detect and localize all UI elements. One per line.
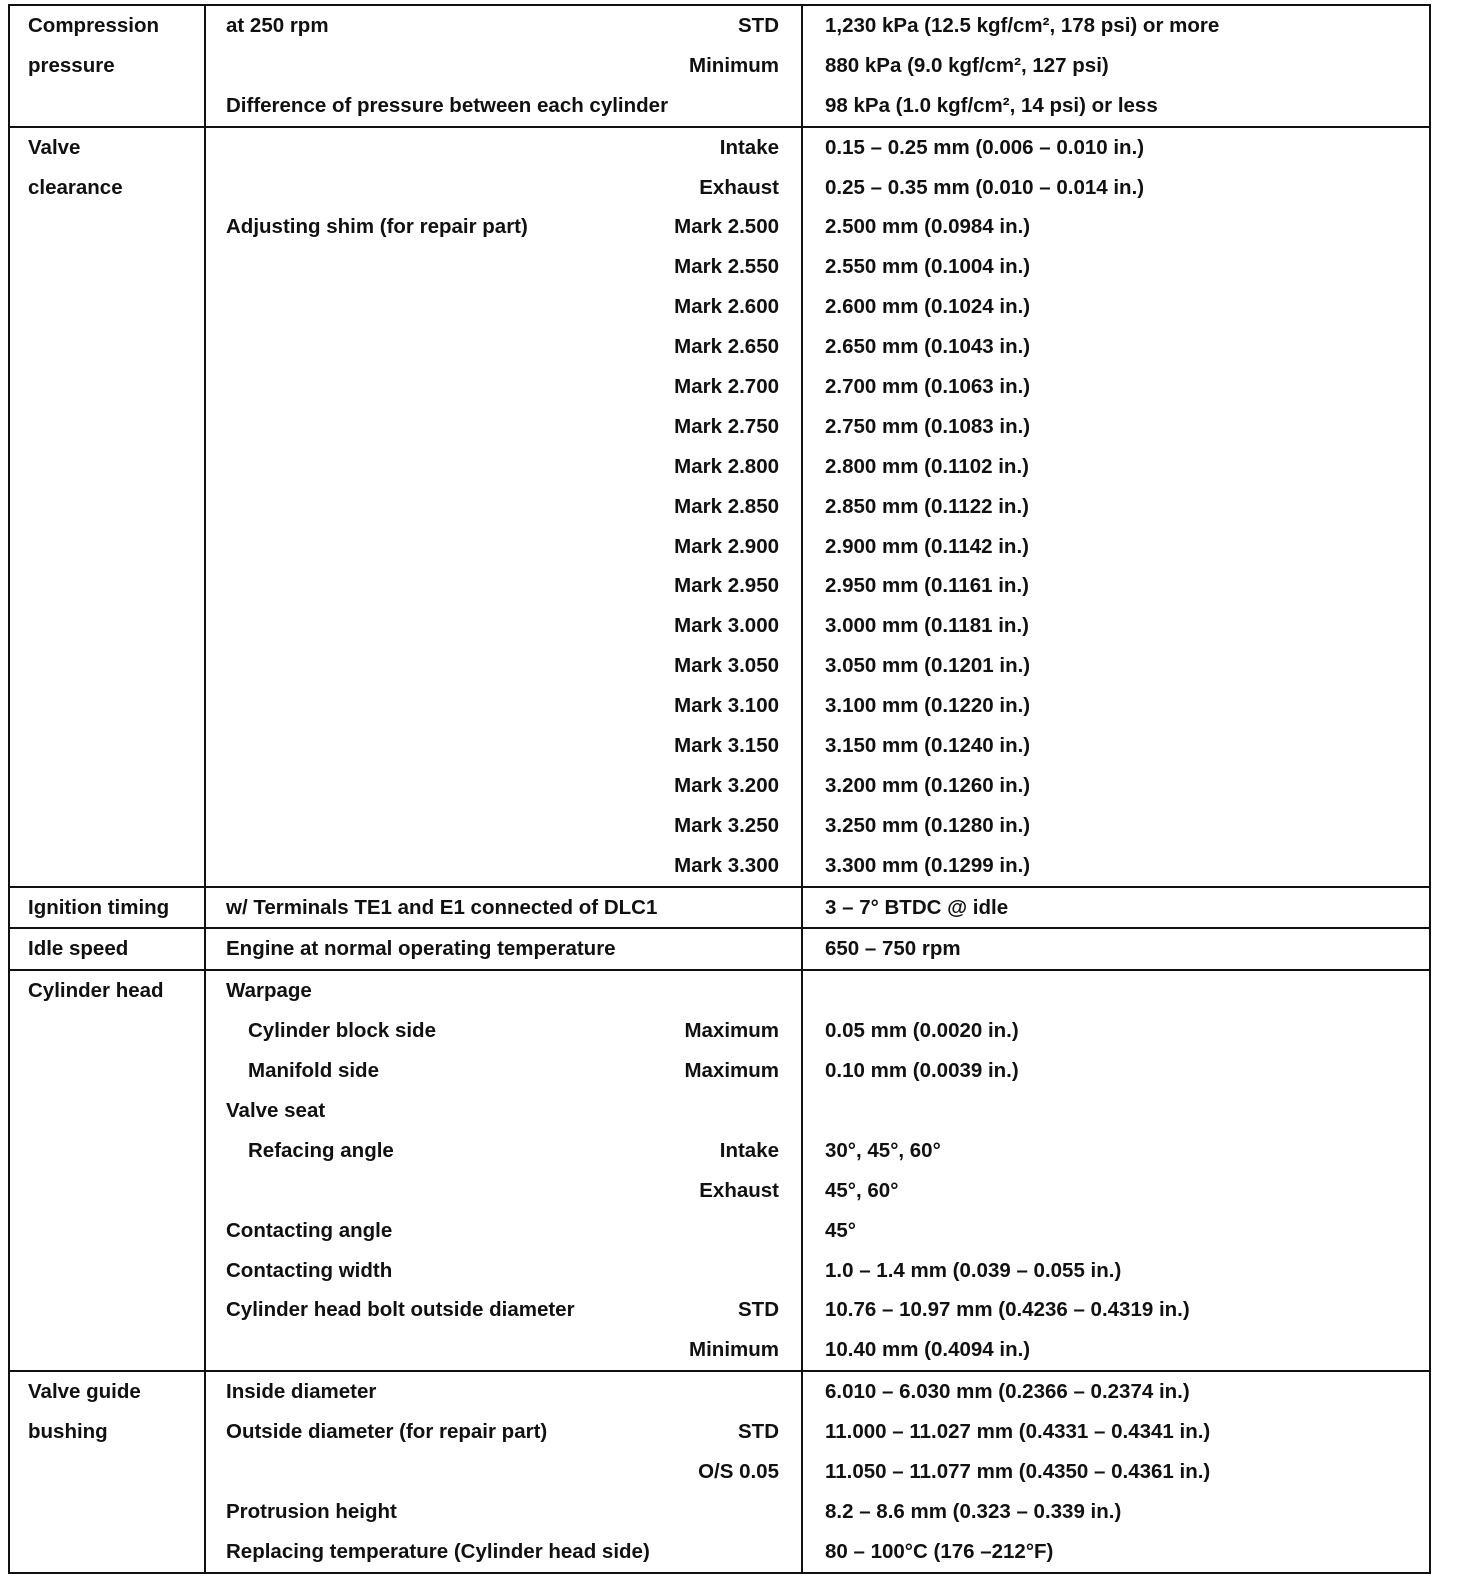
condition-row xyxy=(206,1330,801,1370)
condition-row xyxy=(206,1011,801,1051)
condition-label: w/ Terminals TE1 and E1 connected of DLC1 xyxy=(226,895,658,919)
qualifier-label: STD xyxy=(738,1298,779,1322)
value-cell xyxy=(803,929,1429,969)
spec-value: 880 kPa (9.0 kgf/cm², 127 psi) xyxy=(825,53,1109,77)
spec-value: 650 – 750 rpm xyxy=(825,937,961,961)
condition-label: Adjusting shim (for repair part) xyxy=(226,215,528,239)
category-label: Valve guide xyxy=(28,1380,141,1404)
condition-row xyxy=(206,1532,801,1572)
spec-value xyxy=(803,971,1429,1011)
spec-value: 11.050 – 11.077 mm (0.4350 – 0.4361 in.) xyxy=(825,1460,1211,1483)
spec-section xyxy=(10,6,1429,128)
qualifier-label: Mark 2.950 xyxy=(674,574,779,598)
qualifier-label: STD xyxy=(738,1420,779,1444)
spec-section xyxy=(10,128,1429,888)
condition-row xyxy=(206,1452,801,1492)
spec-value: 0.10 mm (0.0039 in.) xyxy=(825,1059,1019,1083)
spec-value: 0.05 mm (0.0020 in.) xyxy=(825,1019,1019,1043)
condition-cell xyxy=(206,1372,803,1571)
value-cell xyxy=(803,6,1429,126)
condition-row xyxy=(206,207,801,247)
spec-value: 10.76 – 10.97 mm (0.4236 – 0.4319 in.) xyxy=(825,1298,1190,1322)
value-cell xyxy=(803,888,1429,928)
qualifier-label: Mark 3.250 xyxy=(674,813,779,837)
condition-row xyxy=(206,168,801,208)
spec-value: 3.100 mm (0.1220 in.) xyxy=(825,694,1031,718)
condition-label: Contacting width xyxy=(226,1258,393,1282)
qualifier-label: Mark 3.050 xyxy=(674,654,779,678)
spec-value xyxy=(803,1091,1429,1131)
spec-section xyxy=(10,1372,1429,1571)
qualifier-label: Mark 2.750 xyxy=(674,414,779,438)
spec-value: 2.950 mm (0.1161 in.) xyxy=(825,574,1029,598)
value-cell xyxy=(803,128,1429,886)
condition-label: Protrusion height xyxy=(226,1499,397,1523)
spec-value: 6.010 – 6.030 mm (0.2366 – 0.2374 in.) xyxy=(825,1380,1190,1404)
category-cell xyxy=(10,929,206,969)
condition-label: Valve seat xyxy=(226,1098,326,1122)
condition-row xyxy=(206,407,801,447)
qualifier-label: Mark 3.300 xyxy=(674,853,779,877)
condition-row xyxy=(206,327,801,367)
qualifier-label: O/S 0.05 xyxy=(698,1460,779,1483)
condition-cell xyxy=(206,971,803,1370)
qualifier-label: Mark 2.800 xyxy=(674,454,779,478)
spec-value: 0.15 – 0.25 mm (0.006 – 0.010 in.) xyxy=(825,135,1145,159)
condition-label: Difference of pressure between each cylinder xyxy=(226,93,669,117)
qualifier-label: Mark 3.150 xyxy=(674,733,779,757)
condition-row xyxy=(206,86,801,126)
qualifier-label: Intake xyxy=(719,135,779,159)
qualifier-label: Mark 2.700 xyxy=(674,374,779,398)
value-cell xyxy=(803,971,1429,1370)
condition-cell xyxy=(206,128,803,886)
category-cell xyxy=(10,888,206,928)
spec-value: 3 – 7° BTDC @ idle xyxy=(825,895,1009,919)
condition-row xyxy=(206,1372,801,1412)
condition-row xyxy=(206,128,801,168)
condition-label: Warpage xyxy=(226,979,312,1003)
spec-value: 2.800 mm (0.1102 in.) xyxy=(825,454,1029,478)
category-label: clearance xyxy=(28,175,123,199)
qualifier-label: Mark 2.900 xyxy=(674,534,779,558)
category-cell xyxy=(10,1372,206,1571)
qualifier-label: Mark 3.100 xyxy=(674,694,779,718)
condition-row xyxy=(206,686,801,726)
qualifier-label: Maximum xyxy=(684,1019,779,1043)
spec-section xyxy=(10,888,1429,930)
condition-row xyxy=(206,367,801,407)
qualifier-label: Mark 2.650 xyxy=(674,335,779,359)
category-cell xyxy=(10,971,206,1370)
qualifier-label: Mark 2.500 xyxy=(674,215,779,239)
category-label: Cylinder head xyxy=(28,979,164,1003)
condition-row xyxy=(206,888,801,928)
spec-value: 3.150 mm (0.1240 in.) xyxy=(825,733,1031,757)
condition-row xyxy=(206,1131,801,1171)
qualifier-label: Mark 2.600 xyxy=(674,295,779,319)
spec-value: 30°, 45°, 60° xyxy=(825,1138,941,1162)
qualifier-label: Exhaust xyxy=(699,1178,779,1202)
qualifier-label: Mark 3.200 xyxy=(674,773,779,797)
spec-value: 2.850 mm (0.1122 in.) xyxy=(825,494,1029,518)
value-cell xyxy=(803,1372,1429,1571)
spec-value: 2.550 mm (0.1004 in.) xyxy=(825,255,1031,279)
spec-value: 1.0 – 1.4 mm (0.039 – 0.055 in.) xyxy=(825,1258,1122,1282)
condition-row xyxy=(206,566,801,606)
condition-row xyxy=(206,1291,801,1331)
condition-cell xyxy=(206,6,803,126)
category-label: Ignition timing xyxy=(28,895,170,919)
spec-value: 98 kPa (1.0 kgf/cm², 14 psi) or less xyxy=(825,93,1158,117)
spec-value: 3.250 mm (0.1280 in.) xyxy=(825,813,1031,837)
spec-value: 11.000 – 11.027 mm (0.4331 – 0.4341 in.) xyxy=(825,1420,1211,1444)
spec-value: 2.600 mm (0.1024 in.) xyxy=(825,295,1031,319)
condition-label: Cylinder block side xyxy=(248,1019,436,1043)
spec-value: 3.050 mm (0.1201 in.) xyxy=(825,654,1031,678)
spec-value: 3.300 mm (0.1299 in.) xyxy=(825,853,1031,877)
qualifier-label: Minimum xyxy=(689,1338,779,1362)
condition-row xyxy=(206,1211,801,1251)
category-label: pressure xyxy=(28,53,115,77)
condition-label: Cylinder head bolt outside diameter xyxy=(226,1298,575,1322)
spec-value: 10.40 mm (0.4094 in.) xyxy=(825,1338,1031,1362)
spec-value: 2.700 mm (0.1063 in.) xyxy=(825,374,1031,398)
condition-cell xyxy=(206,888,803,928)
category-label: Idle speed xyxy=(28,937,129,961)
condition-row xyxy=(206,1171,801,1211)
spec-section xyxy=(10,971,1429,1372)
condition-row xyxy=(206,1492,801,1532)
spec-value: 3.200 mm (0.1260 in.) xyxy=(825,773,1031,797)
spec-value: 2.750 mm (0.1083 in.) xyxy=(825,414,1031,438)
condition-row xyxy=(206,287,801,327)
condition-row xyxy=(206,1251,801,1291)
spec-section xyxy=(10,929,1429,971)
condition-row xyxy=(206,806,801,846)
category-label: Compression xyxy=(28,13,159,37)
qualifier-label: Minimum xyxy=(689,53,779,77)
condition-row xyxy=(206,766,801,806)
qualifier-label: Mark 2.850 xyxy=(674,494,779,518)
category-label: Valve xyxy=(28,135,81,159)
condition-label: at 250 rpm xyxy=(226,13,329,37)
condition-row xyxy=(206,487,801,527)
spec-value: 80 – 100°C (176 –212°F) xyxy=(825,1539,1054,1563)
qualifier-label: Mark 2.550 xyxy=(674,255,779,279)
spec-table xyxy=(8,4,1431,1574)
spec-value: 0.25 – 0.35 mm (0.010 – 0.014 in.) xyxy=(825,175,1145,199)
condition-label: Engine at normal operating temperature xyxy=(226,937,616,961)
condition-label: Refacing angle xyxy=(248,1138,394,1162)
spec-value: 2.500 mm (0.0984 in.) xyxy=(825,215,1031,239)
spec-value: 3.000 mm (0.1181 in.) xyxy=(825,614,1029,638)
condition-label: Manifold side xyxy=(248,1059,379,1083)
condition-label: Outside diameter (for repair part) xyxy=(226,1420,548,1444)
condition-row xyxy=(206,46,801,86)
condition-label: Inside diameter xyxy=(226,1380,377,1404)
qualifier-label: Exhaust xyxy=(699,175,779,199)
condition-row xyxy=(206,1412,801,1452)
condition-row xyxy=(206,846,801,886)
condition-label: Replacing temperature (Cylinder head side) xyxy=(226,1539,650,1563)
condition-row xyxy=(206,1051,801,1091)
category-label: bushing xyxy=(28,1420,108,1444)
spec-value: 45°, 60° xyxy=(825,1178,899,1202)
qualifier-label: Intake xyxy=(719,1138,779,1162)
condition-row xyxy=(206,726,801,766)
condition-row xyxy=(206,247,801,287)
condition-row xyxy=(206,646,801,686)
qualifier-label: Mark 3.000 xyxy=(674,614,779,638)
spec-value: 2.650 mm (0.1043 in.) xyxy=(825,335,1031,359)
condition-row xyxy=(206,447,801,487)
spec-value: 8.2 – 8.6 mm (0.323 – 0.339 in.) xyxy=(825,1499,1122,1523)
condition-row xyxy=(206,971,801,1011)
spec-value: 1,230 kPa (12.5 kgf/cm², 178 psi) or more xyxy=(825,13,1220,37)
category-cell xyxy=(10,128,206,886)
condition-row xyxy=(206,929,801,969)
condition-cell xyxy=(206,929,803,969)
condition-label: Contacting angle xyxy=(226,1218,393,1242)
spec-value: 2.900 mm (0.1142 in.) xyxy=(825,534,1029,558)
qualifier-label: Maximum xyxy=(684,1059,779,1083)
condition-row xyxy=(206,527,801,567)
condition-row xyxy=(206,606,801,646)
category-cell xyxy=(10,6,206,126)
spec-value: 45° xyxy=(825,1218,857,1242)
qualifier-label: STD xyxy=(738,13,779,37)
condition-row xyxy=(206,6,801,46)
condition-row xyxy=(206,1091,801,1131)
